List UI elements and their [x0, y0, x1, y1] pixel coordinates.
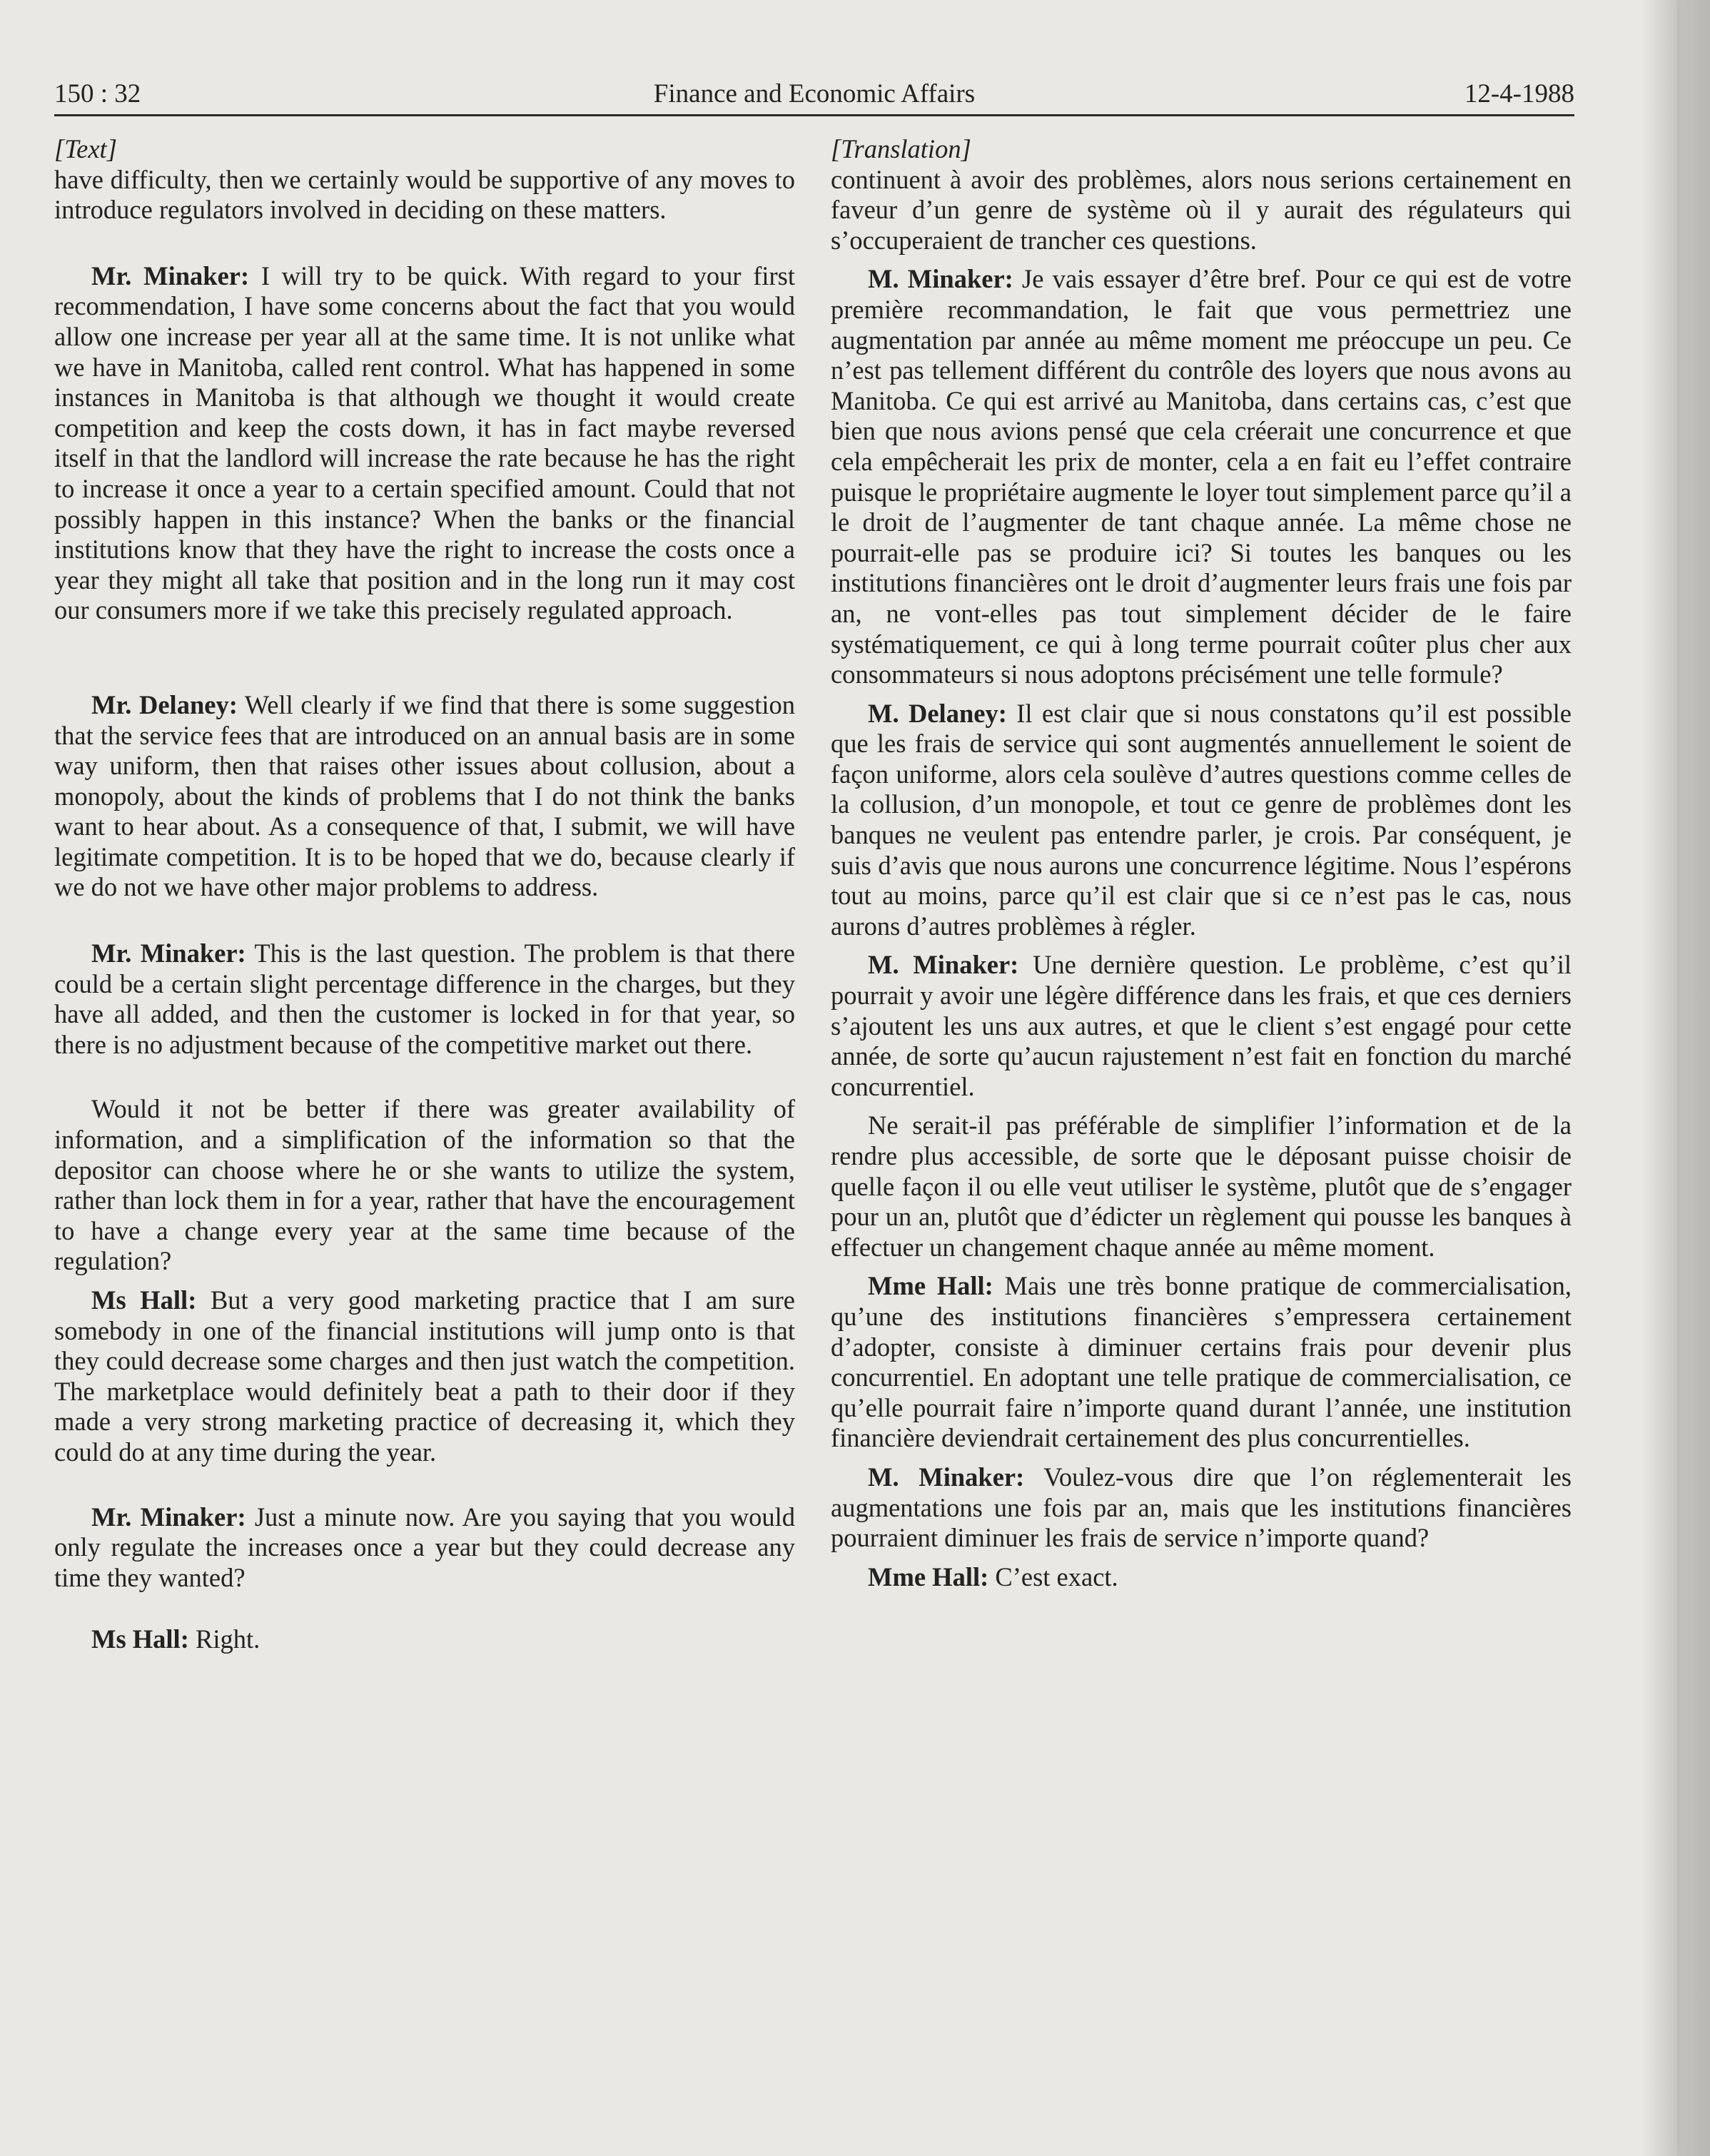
- speaker-name: Mr. Minaker:: [91, 938, 246, 968]
- speaker-name: M. Delaney:: [868, 698, 1007, 728]
- speaker-name: Ms Hall:: [91, 1285, 197, 1315]
- speaker-name: Ms Hall:: [91, 1624, 189, 1654]
- paragraph: Mme Hall: C’est exact.: [868, 1562, 1118, 1591]
- column-label: [Translation]: [831, 134, 971, 163]
- paragraph: Mme Hall: Mais une très bonne pratique de commercialisation, qu’une des institutions financières s’empressera certainement d’adopter, consiste à diminuer certains frais pour devenir plus concurrentiel. En adoptant une telle pratique de commercialisation, ce qu’elle pourrait faire n’importe quand durant l’année, une institution financière deviendrait certainement des plus concurrentielles.: [831, 1271, 1572, 1453]
- paragraph: M. Minaker: Une dernière question. Le problème, c’est qu’il pourrait y avoir une légère différence dans les frais, et que ces derniers s’ajoutent les uns aux autres, et que le client s’est engagé pour cette année, de sorte qu’aucun rajustement n’est fait en fonction du marché concurrentiel.: [831, 950, 1572, 1101]
- speaker-name: M. Minaker:: [868, 264, 1013, 294]
- paragraph: Mr. Minaker: I will try to be quick. With regard to your first recommendation, I have some concerns about the fact that you would allow one increase per year all at the same time. It is not unlike what we have in Manitoba, called rent control. What has happened in some instances in Manitoba is that although we thought it would create competition and keep the costs down, it has in fact maybe reversed itself in that the landlord will increase the rate because he has the right to increase it once a year to a certain specified amount. Could that not possibly happen in this instance? When the banks or the financial institutions know that they have the right to increase the costs once a year they might all take that position and in the long run it may cost our consumers more if we take this precisely regulated approach.: [54, 260, 796, 625]
- paragraph: M. Minaker: Voulez-vous dire que l’on réglementerait les augmentations une fois par an, mais que les institutions financières pourraient diminuer les frais de service n’importe quand?: [831, 1462, 1572, 1553]
- paragraph: M. Minaker: Je vais essayer d’être bref. Pour ce qui est de votre première recommandation, le fait que vous permettriez une augmentation par année au même moment me préoccupe un peu. Ce n’est pas tellement différent du contrôle des loyers que nous avons au Manitoba. Ce qui est arrivé au Manitoba, dans certains cas, c’est que bien que nous avions pensé que cela créerait une concurrence et que cela empêcherait les prix de monter, cela a en fait eu l’effet contraire puisque le propriétaire augmente le loyer tout simplement parce qu’il a le droit de l’augmenter de tant chaque année. La même chose ne pourrait-elle pas se produire ici? Si toutes les banques ou les institutions financières ont le droit d’augmenter leurs frais une fois par an, ne vont-elles pas tout simplement décider de le faire systématiquement, ce qui à long terme pourrait coûter plus cher aux consommateurs si nous adoptons précisément une telle formule?: [831, 264, 1572, 689]
- paragraph: Mr. Delaney: Well clearly if we find that there is some suggestion that the service fees that are introduced on an annual basis are in some way uniform, then that raises other issues about collusion, about a monopoly, about the kinds of problems that I do not think the banks want to hear about. As a consequence of that, I submit, we will have legitimate competition. It is to be hoped that we do, because clearly if we do not we have other major problems to address.: [54, 689, 796, 902]
- speaker-name: Mr. Delaney:: [91, 689, 238, 719]
- speaker-name: Mr. Minaker:: [91, 1502, 246, 1532]
- english-column: [54, 134, 795, 1655]
- page-header: [54, 74, 1574, 116]
- header-date: 12-4-1988: [1464, 79, 1574, 108]
- paragraph: M. Delaney: Il est clair que si nous constatons qu’il est possible que les frais de service qui sont augmentés annuellement le soient de façon uniforme, alors cela soulève d’autres questions comme celles de la collusion, d’un monopole, et tout ce genre de problèmes dont les banques ne veulent pas entendre parler, je crois. Par conséquent, je suis d’avis que nous aurons une concurrence légitime. Nous l’espérons tout au moins, parce qu’il est clair que si ce n’est pas le cas, nous aurons d’autres problèmes à régler.: [831, 698, 1572, 941]
- speaker-name: Mme Hall:: [868, 1271, 993, 1301]
- speaker-name: Mme Hall:: [868, 1562, 989, 1591]
- publication-title: Finance and Economic Affairs: [653, 79, 976, 108]
- page-edge-shadow: [1641, 0, 1710, 2156]
- paragraph: continuent à avoir des problèmes, alors nous serions certainement en faveur d’un genre de système où il y aurait des régulateurs qui s’occuperaient de trancher ces questions.: [831, 164, 1572, 255]
- paragraph: Ms Hall: But a very good marketing practice that I am sure somebody in one of the financial institutions will jump onto is that they could decrease some charges and then just watch the competition. The marketplace would definitely beat a path to their door if they made a very strong marketing practice of decreasing it, which they could do at any time during the year.: [54, 1285, 795, 1467]
- speaker-name: M. Minaker:: [868, 950, 1019, 980]
- page-number: 150 : 32: [54, 79, 141, 108]
- speaker-name: Mr. Minaker:: [91, 260, 250, 290]
- speaker-name: M. Minaker:: [868, 1462, 1025, 1492]
- column-label: [Text]: [54, 134, 117, 163]
- french-column: [831, 134, 1572, 1592]
- paragraph: Ne serait-il pas préférable de simplifier l’information et de la rendre plus accessible, de sorte que le déposant puisse choisir de quelle façon il ou elle veut utiliser le système, plutôt que de s’engager pour un an, plutôt que d’édicter un règlement qui pousse les banques à effectuer un changement chaque année au même moment.: [831, 1110, 1572, 1262]
- paragraph: Mr. Minaker: Just a minute now. Are you saying that you would only regulate the increases once a year but they could decrease any time they wanted?: [54, 1502, 796, 1592]
- paragraph: Ms Hall: Right.: [91, 1624, 260, 1654]
- paragraph: Would it not be better if there was greater availability of information, and a simplification of the information so that the depositor can choose where he or she wants to utilize the system, rather than lock them in for a year, rather that have the encouragement to have a change every year at the same time because of the regulation?: [54, 1094, 795, 1276]
- paragraph: have difficulty, then we certainly would be supportive of any moves to introduce regulators involved in deciding on these matters.: [54, 164, 795, 225]
- paragraph: Mr. Minaker: This is the last question. The problem is that there could be a certain slight percentage difference in the charges, but they have all added, and then the customer is locked in for that year, so there is no adjustment because of the competitive market out there.: [54, 938, 796, 1059]
